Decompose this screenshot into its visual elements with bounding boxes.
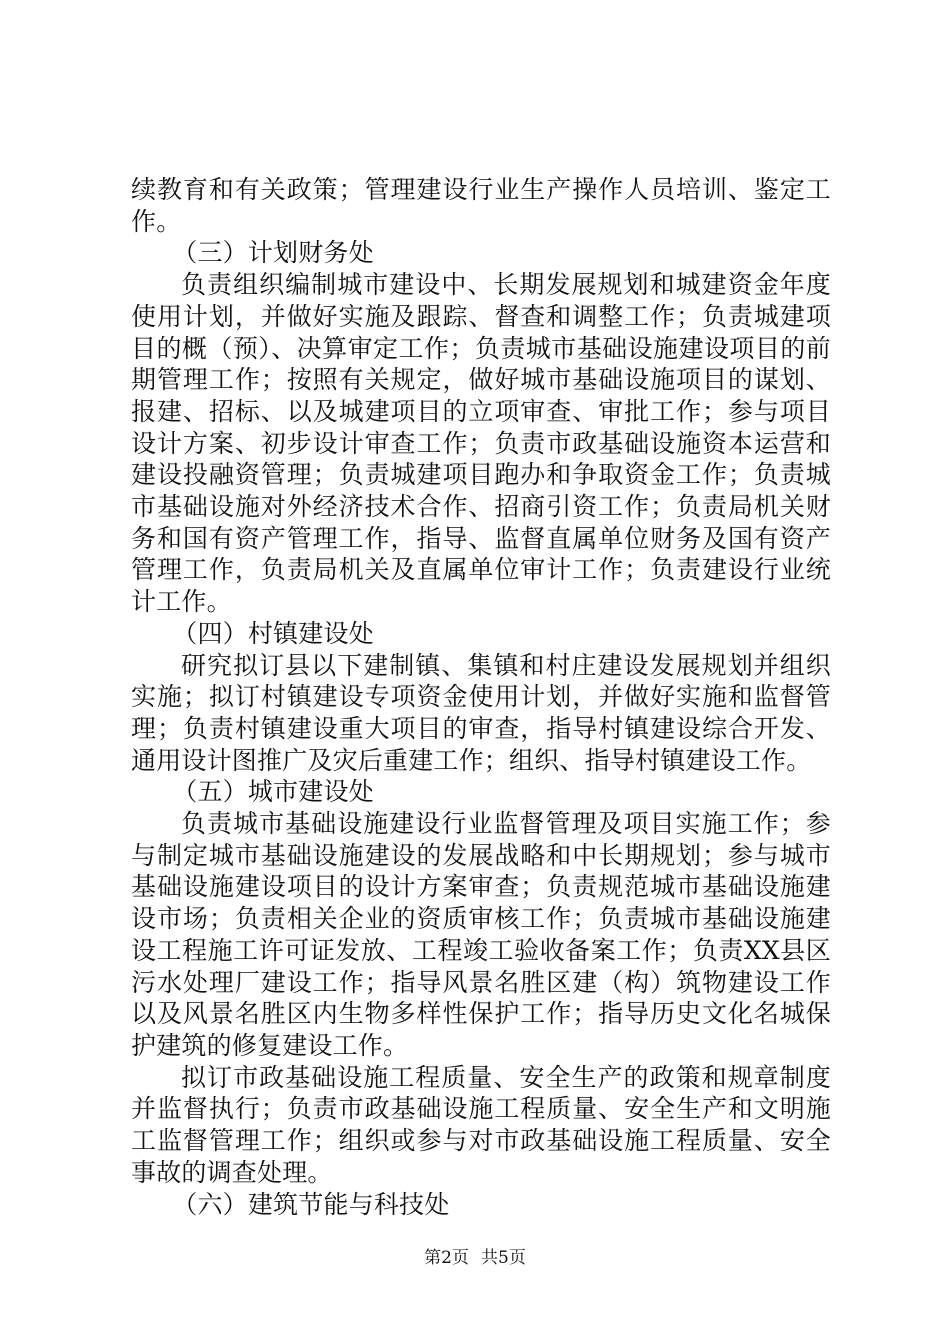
page-number: 第2页 (424, 1248, 469, 1268)
section-heading-building-energy-tech: （六）建筑节能与科技处 (172, 1189, 450, 1219)
section-heading-urban-construction: （五）城市建设处 (172, 777, 374, 807)
paragraph-municipal-quality-safety: 拟订市政基础设施工程质量、安全生产的政策和规章制度并监督执行；负责市政基础设施工程质量、安全生产和文明施工监督管理工作；组织或参与对市政基础设施工程质量、安全事故的调查处理。 (131, 1062, 831, 1187)
paragraph-planning-finance: 负责组织编制城市建设中、长期发展规划和城建资金年度使用计划，并做好实施及跟踪、督查和调整工作；负责城建项目的概（预）、决算审定工作；负责城市基础设施建设项目的前期管理工作；按照有关规定，做好城市基础设施项目的谋划、报建、招标、以及城建项目的立项审查、审批工作；参与项目设计方案、初步设计审查工作；负责市政基础设施资本运营和建设投融资管理；负责城建项目跑办和争取资金工作；负责城市基础设施对外经济技术合作、招商引资工作；负责局机关财务和国有资产管理工作，指导、监督直属单位财务及国有资产管理工作，负责局机关及直属单位审计工作；负责建设行业统计工作。 (131, 270, 831, 617)
page-footer (0, 1243, 950, 1268)
document-body (131, 174, 831, 1220)
paragraph-village-town: 研究拟订县以下建制镇、集镇和村庄建设发展规划并组织实施；拟订村镇建设专项资金使用计划，并做好实施和监督管理；负责村镇建设重大项目的审查，指导村镇建设综合开发、通用设计图推广及灾后重建工作；组织、指导村镇建设工作。 (131, 650, 831, 775)
paragraph-urban-construction: 负责城市基础设施建设行业监督管理及项目实施工作；参与制定城市基础设施建设的发展战略和中长期规划；参与城市基础设施建设项目的设计方案审查；负责规范城市基础设施建设市场；负责相关企业的资质审核工作；负责城市基础设施建设工程施工许可证发放、工程竣工验收备案工作；负责XX县区污水处理厂建设工作；指导风景名胜区建（构）筑物建设工作以及风景名胜区内生物多样性保护工作；指导历史文化名城保护建筑的修复建设工作。 (131, 809, 831, 1060)
paragraph-continuation: 续教育和有关政策；管理建设行业生产操作人员培训、鉴定工作。 (131, 175, 831, 236)
page-total: 共5页 (481, 1248, 526, 1268)
section-heading-village-town: （四）村镇建设处 (172, 618, 374, 648)
section-heading-planning-finance: （三）计划财务处 (172, 238, 374, 268)
